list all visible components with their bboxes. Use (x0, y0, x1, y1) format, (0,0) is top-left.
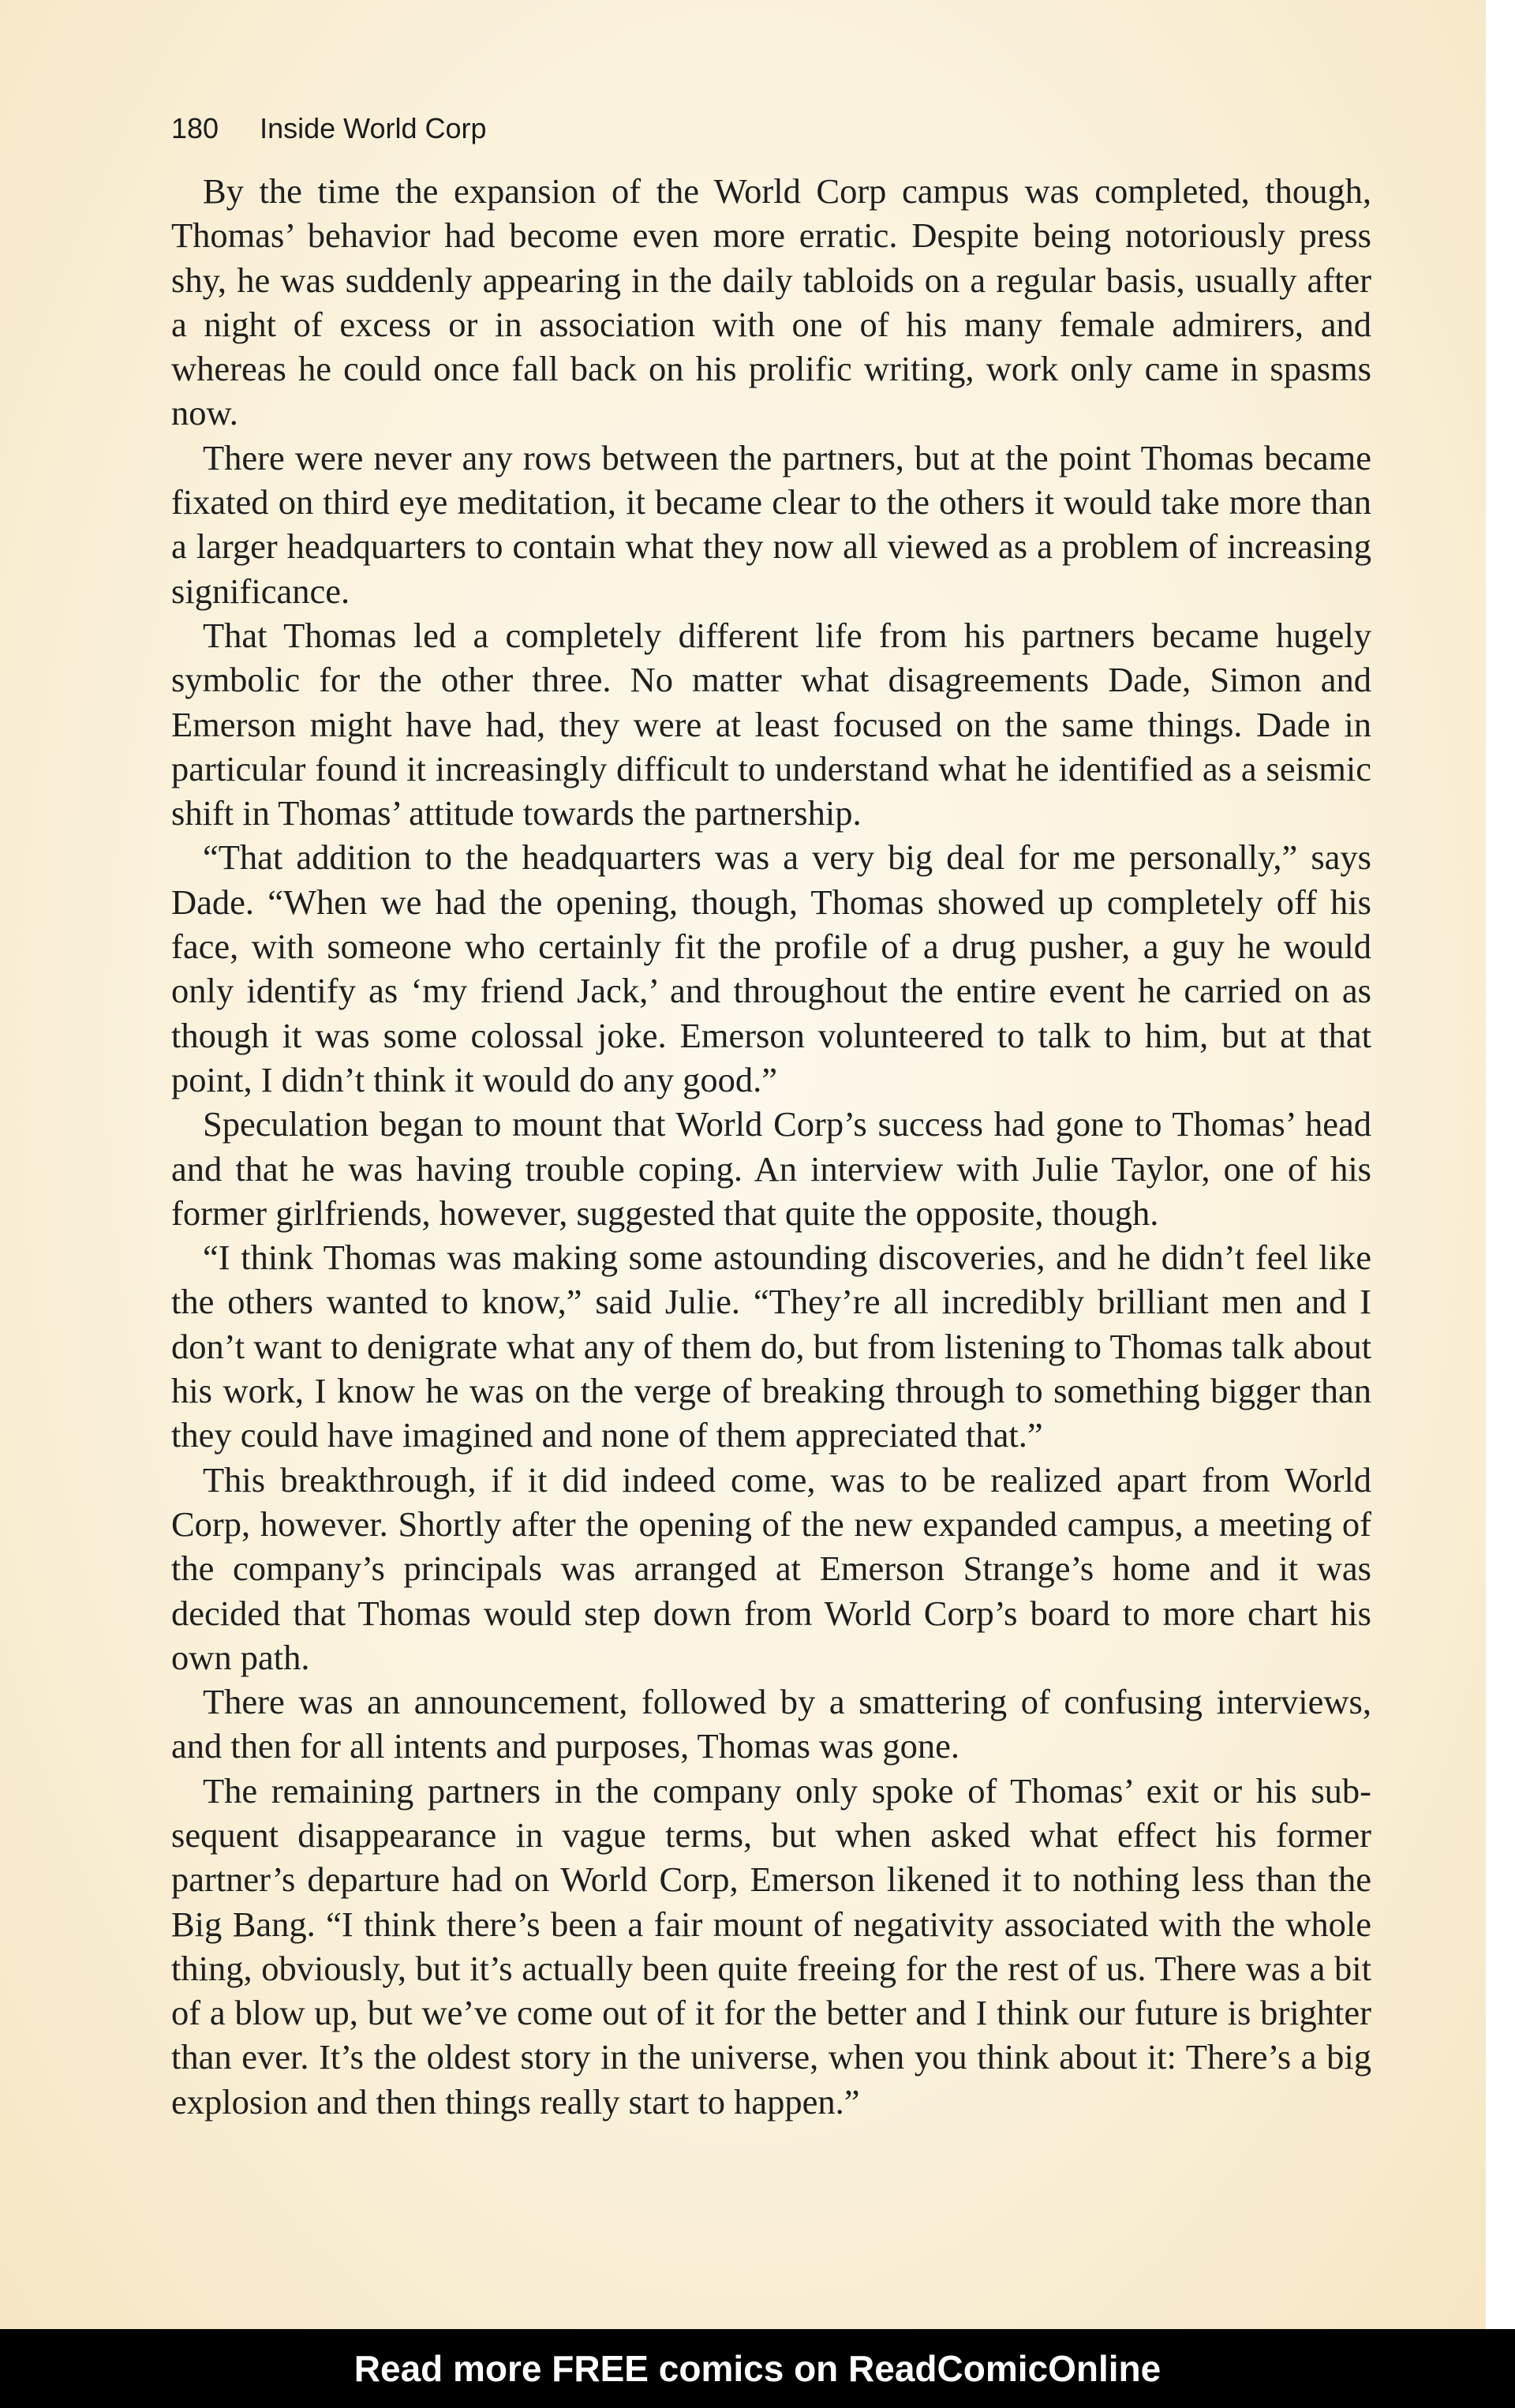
footer-banner-text[interactable]: Read more FREE comics on ReadComicOnline (354, 2348, 1162, 2389)
paragraph: Speculation began to mount that World Corp’s success had gone to Thomas’ head and that he was having trouble coping. An interview with Julie Taylor, one of his former girlfriends, however, suggested that quite the opposite, though. (171, 1104, 1371, 1233)
paragraph: That Thomas led a completely different life from his partners became hugely symbolic for the other three. No matter what disagreements Dade, Simon and Emerson might have had, they were at least focused on the same things. Dade in particular found it increasingly difficult to understand what he identified as a seismic shift in Thomas’ attitude towards the partnership. (171, 615, 1371, 833)
page-number: 180 (171, 112, 219, 144)
paragraph: The remaining partners in the company only spoke of Thomas’ exit or his subsequent disappearance in vague terms, but when asked what effect his former partner’s departure had on World Corp, Emerson likened it to nothing less than the Big Bang. “I think there’s been a fair mount of negativity associated with the whole thing, obviously, but it’s actually been quite freeing for the rest of us. There was a bit of a blow up, but we’ve come out of it for the better and I think our future is brighter than ever. It’s the oldest story in the universe, when you think about it: There’s a big explosion and then things really start to happen.” (171, 1770, 1371, 2122)
footer-banner[interactable] (0, 2329, 1515, 2408)
paragraph: “I think Thomas was making some astounding discoveries, and he didn’t feel like the others wanted to know,” said Julie. “They’re all incredibly brilliant men and I don’t want to denigrate what any of them do, but from listening to Thomas talk about his work, I know he was on the verge of breaking through to something bigger than they could have imagined and none of them appreciated that.” (171, 1238, 1371, 1455)
paragraph: By the time the expansion of the World Corp campus was completed, though, Thomas’ behavior had become even more erratic. Despite being notoriously press shy, he was suddenly appearing in the daily tabloids on a regular basis, usually after a night of excess or in association with one of his many female admirers, and whereas he could once fall back on his prolific writing, work only came in spasms now. (171, 171, 1371, 433)
paragraph: There were never any rows between the partners, but at the point Thomas became fixated on third eye meditation, it became clear to the others it would take more than a larger headquarters to contain what they now all viewed as a problem of increasing significance. (171, 437, 1371, 611)
running-title: Inside World Corp (260, 112, 487, 144)
paragraph: “That addition to the headquarters was a very big deal for me personally,” says Dade. “When we had the opening, though, Thomas showed up completely off his face, with someone who certainly fit the profile of a drug pusher, a guy he would only identify as ‘my friend Jack,’ and throughout the entire event he carried on as though it was some colossal joke. Emerson volunteered to talk to him, but at that point, I didn’t think it would do any good.” (171, 837, 1371, 1099)
body-text (171, 169, 1371, 2124)
page-edge (1486, 0, 1515, 2329)
paragraph: There was an announcement, followed by a smattering of confusing interviews, and then for all intents and purposes, Thomas was gone. (171, 1682, 1371, 1766)
paragraph: This breakthrough, if it did indeed come, was to be realized apart from World Corp, however. Shortly after the opening of the new expanded campus, a meeting of the company’s principals was arranged at Emerson Strange’s home and it was decided that Thomas would step down from World Corp’s board to more chart his own path. (171, 1459, 1371, 1677)
running-header (171, 112, 487, 145)
